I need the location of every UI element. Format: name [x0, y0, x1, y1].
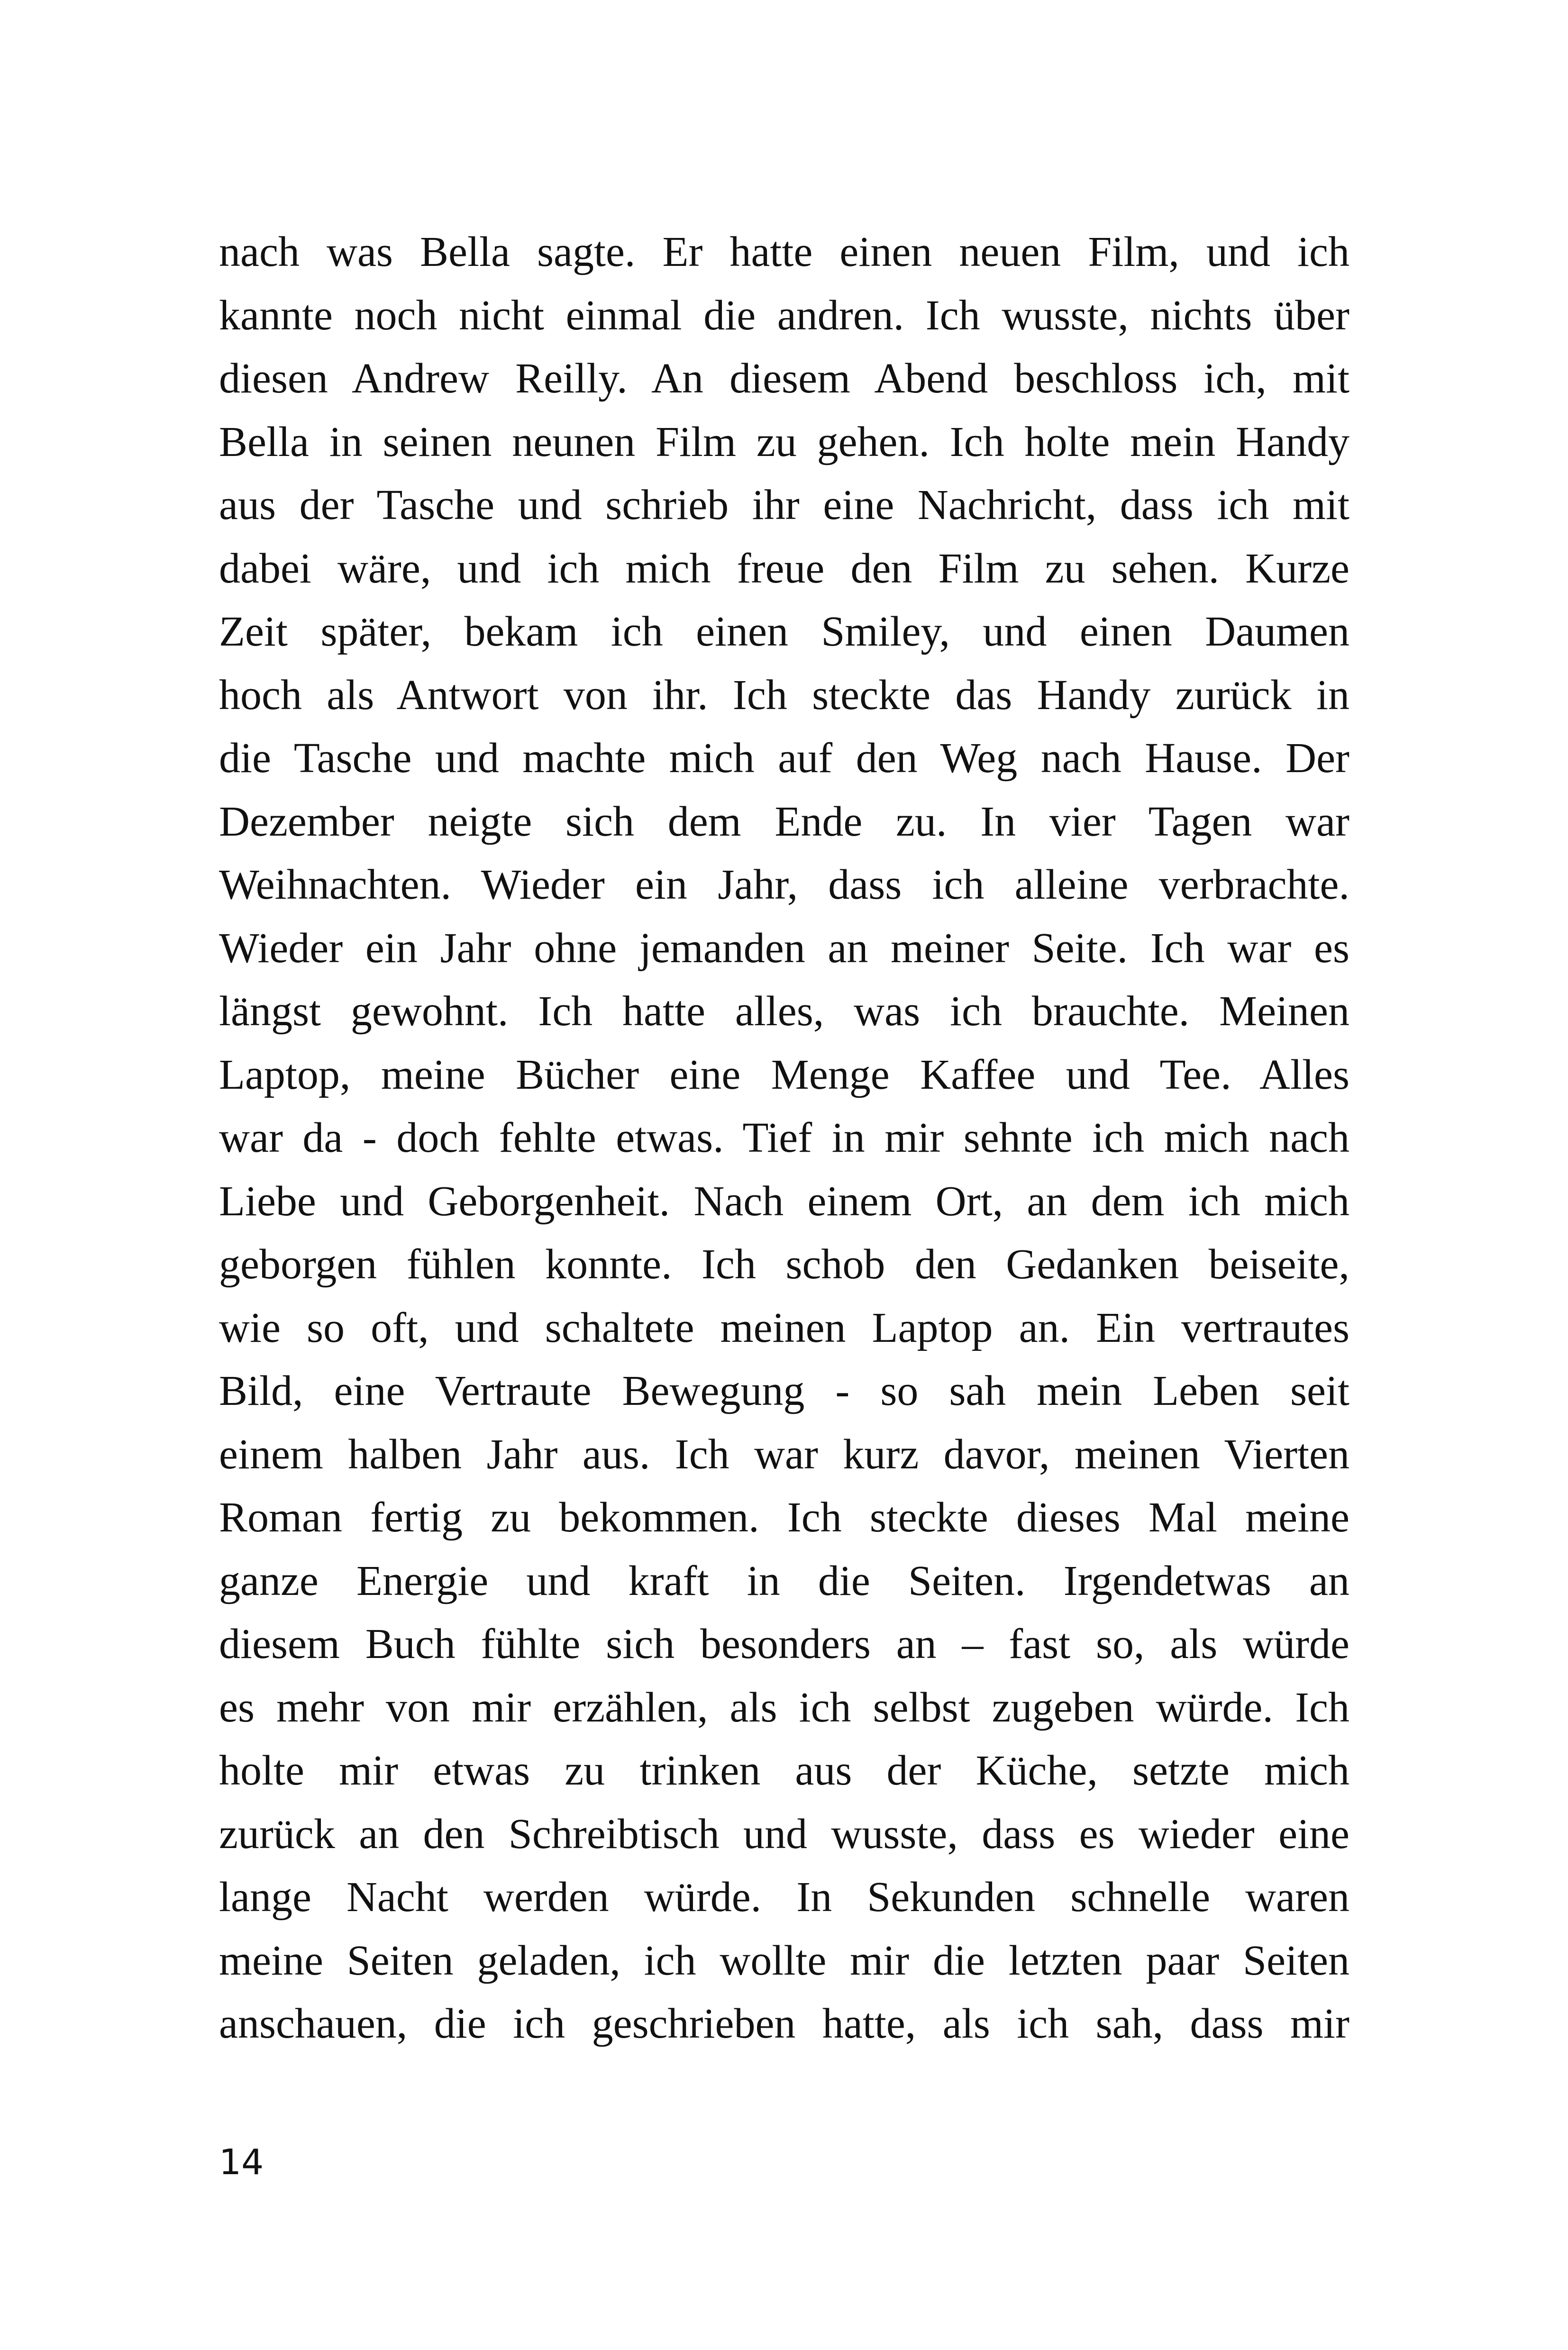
text-line: hoch als Antwort von ihr. Ich steckte das Handy zurück in — [219, 671, 1349, 719]
text-line: einem halben Jahr aus. Ich war kurz davor, meinen Vierten — [219, 1430, 1349, 1478]
text-line: war da - doch fehlte etwas. Tief in mir sehnte ich mich nach — [219, 1114, 1349, 1161]
text-line: geborgen fühlen konnte. Ich schob den Gedanken beiseite, — [219, 1241, 1349, 1288]
text-line: Weihnachten. Wieder ein Jahr, dass ich alleine verbrachte. — [219, 861, 1349, 908]
text-line: Wieder ein Jahr ohne jemanden an meiner Seite. Ich war es — [219, 924, 1349, 972]
text-line: meine Seiten geladen, ich wollte mir die letzten paar Seiten — [219, 1937, 1349, 1984]
text-line: längst gewohnt. Ich hatte alles, was ich brauchte. Meinen — [219, 988, 1349, 1035]
text-line: nach was Bella sagte. Er hatte einen neuen Film, und ich — [219, 228, 1349, 275]
text-line: zurück an den Schreibtisch und wusste, dass es wieder eine — [219, 1810, 1349, 1858]
text-line: Bild, eine Vertraute Bewegung - so sah mein Leben seit — [219, 1367, 1349, 1414]
text-line: Zeit später, bekam ich einen Smiley, und einen Daumen — [219, 608, 1349, 655]
text-line: dabei wäre, und ich mich freue den Film zu sehen. Kurze — [219, 545, 1349, 592]
text-line: es mehr von mir erzählen, als ich selbst zugeben würde. Ich — [219, 1684, 1349, 1731]
body-text — [219, 220, 1349, 2056]
text-line: diesem Buch fühlte sich besonders an – fast so, als würde — [219, 1621, 1349, 1667]
text-line: aus der Tasche und schrieb ihr eine Nachricht, dass ich mit — [219, 482, 1349, 528]
text-line: Liebe und Geborgenheit. Nach einem Ort, an dem ich mich — [219, 1177, 1349, 1225]
text-line: wie so oft, und schaltete meinen Laptop an. Ein vertrautes — [219, 1304, 1349, 1351]
text-line: lange Nacht werden würde. In Sekunden schnelle waren — [219, 1874, 1349, 1921]
text-line: Laptop, meine Bücher eine Menge Kaffee und Tee. Alles — [219, 1051, 1349, 1098]
text-line: Bella in seinen neunen Film zu gehen. Ich holte mein Handy — [219, 418, 1349, 465]
text-line: Dezember neigte sich dem Ende zu. In vier Tagen war — [219, 798, 1349, 845]
page-number: 14 — [219, 2142, 264, 2183]
text-line: holte mir etwas zu trinken aus der Küche, setzte mich — [219, 1747, 1349, 1794]
text-line: diesen Andrew Reilly. An diesem Abend beschloss ich, mit — [219, 355, 1349, 402]
text-line: Roman fertig zu bekommen. Ich steckte dieses Mal meine — [219, 1494, 1349, 1541]
text-line: ganze Energie und kraft in die Seiten. Irgendetwas an — [219, 1557, 1349, 1604]
text-line: kannte noch nicht einmal die andren. Ich wusste, nichts über — [219, 291, 1349, 339]
text-line: anschauen, die ich geschrieben hatte, als ich sah, dass mir — [219, 2000, 1349, 2047]
text-line: die Tasche und machte mich auf den Weg nach Hause. Der — [219, 735, 1349, 782]
